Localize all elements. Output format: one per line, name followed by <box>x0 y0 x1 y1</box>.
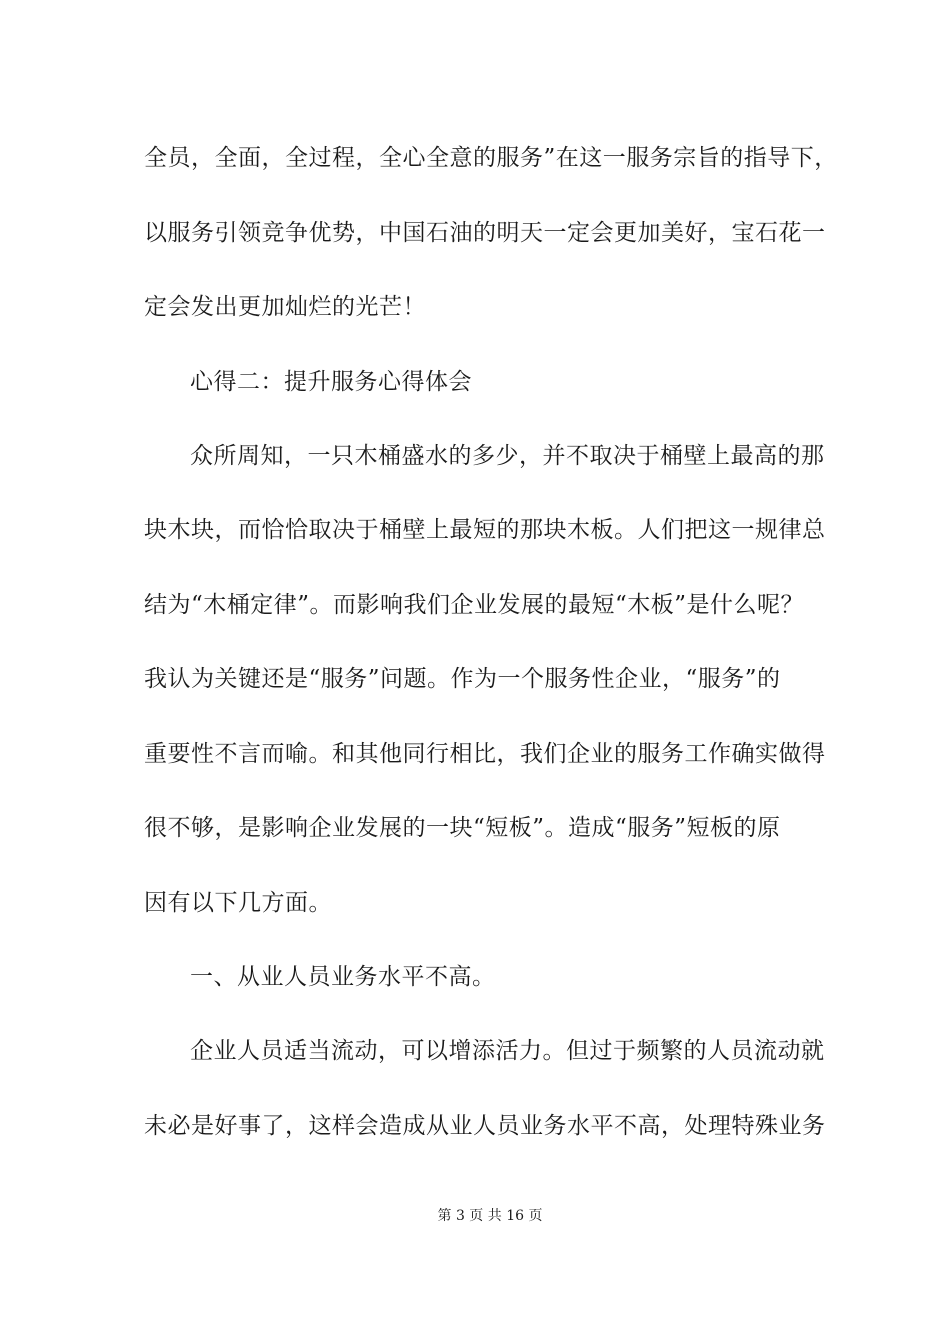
paragraph-line: 以服务引领竞争优势，中国石油的明天一定会更加美好，宝石花一 <box>144 220 826 246</box>
paragraph-line: 众所周知，一只木桶盛水的多少，并不取决于桶壁上最高的那 <box>190 443 825 469</box>
section-heading: 心得二：提升服务心得体会 <box>190 369 472 395</box>
paragraph-line: 全员，全面，全过程，全心全意的服务”在这一服务宗旨的指导下， <box>144 145 838 171</box>
paragraph-line: 块木块，而恰恰取决于桶壁上最短的那块木板。人们把这一规律总 <box>144 517 826 543</box>
paragraph-line: 我认为关键还是“服务”问题。作为一个服务性企业，“服务”的 <box>144 666 781 692</box>
subheading: 一、从业人员业务水平不高。 <box>190 964 496 990</box>
paragraph-line: 企业人员适当流动，可以增添活力。但过于频繁的人员流动就 <box>190 1038 825 1064</box>
page-number-footer: 第 3 页 共 16 页 <box>437 1208 543 1224</box>
paragraph-line: 未必是好事了，这样会造成从业人员业务水平不高，处理特殊业务 <box>144 1113 826 1139</box>
paragraph-line: 结为“木桶定律”。而影响我们企业发展的最短“木板”是什么呢？ <box>144 592 805 618</box>
paragraph-line: 因有以下几方面。 <box>144 890 332 916</box>
paragraph-line: 定会发出更加灿烂的光芒！ <box>144 294 426 320</box>
paragraph-line: 重要性不言而喻。和其他同行相比，我们企业的服务工作确实做得 <box>144 741 826 767</box>
paragraph-line: 很不够，是影响企业发展的一块“短板”。造成“服务”短板的原 <box>144 815 781 841</box>
